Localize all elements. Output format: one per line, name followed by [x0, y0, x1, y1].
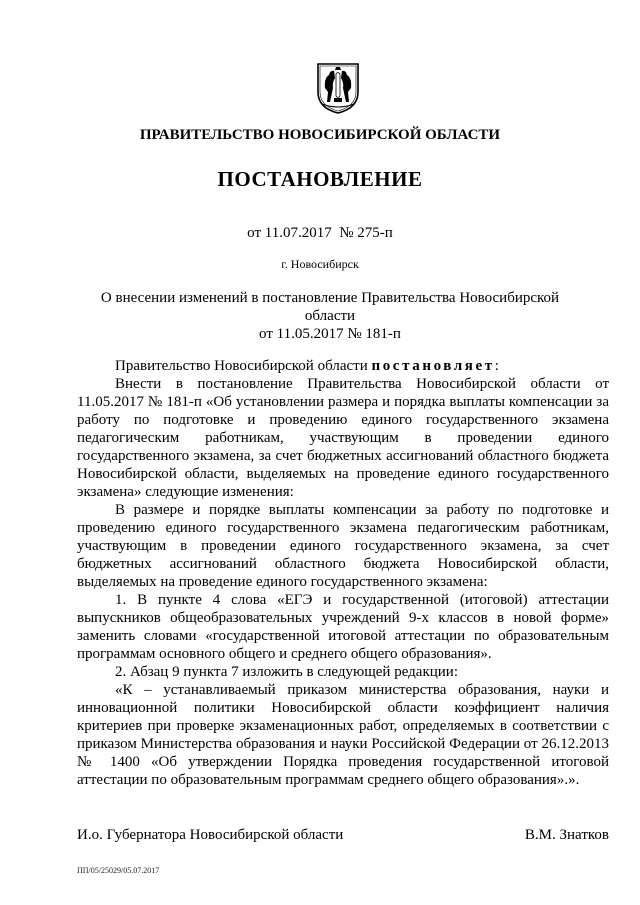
paragraph-item-1: 1. В пункте 4 слова «ЕГЭ и государственной (итоговой) аттестации выпускников общеобразовательных учреждений 9-х классов в новой форме» заменить словами «государственной итоговой аттестации по образовательным программам основного общего и среднего общего образования».	[77, 592, 609, 662]
document-date-number: от 11.07.2017 № 275-п	[247, 225, 393, 241]
signatory-name: В.М. Знатков	[524, 827, 609, 843]
subject-line-2: от 11.05.2017 № 181-п	[259, 326, 401, 342]
document-city: г. Новосибирск	[281, 257, 359, 271]
paragraph-amend: Внести в постановление Правительства Новосибирской области от 11.05.2017 № 181-п «Об установлении размера и порядка выплаты компенсации за работу по подготовке и проведению единого государственного экзамена педагогическим работникам, участвующим в проведении единого государственного экзамена, за счет бюджетных ассигнований областного бюджета Новосибирской области, выделяемых на проведение единого государственного экзамена» следующие изменения:	[77, 376, 609, 500]
intro-keyword: постановляет	[371, 358, 495, 374]
intro-prefix: Правительство Новосибирской области	[115, 358, 372, 374]
document-subject	[80, 289, 580, 343]
document-type-title: ПОСТАНОВЛЕНИЕ	[217, 167, 423, 191]
subject-line-1: О внесении изменений в постановление Правительства Новосибирской области	[100, 290, 560, 324]
coat-of-arms-icon	[316, 58, 360, 114]
signatory-position: И.о. Губернатора Новосибирской области	[77, 827, 344, 843]
emblem-graphic	[316, 58, 360, 114]
resolution-intro	[77, 357, 609, 375]
paragraph-item-2: 2. Абзац 9 пункта 7 изложить в следующей редакции:	[115, 664, 459, 680]
paragraph-quote: «К – устанавливаемый приказом министерства образования, науки и инновационной политики Новосибирской области коэффициент наличия критериев при проверке экзаменационных работ, определяемых в соответствии с приказом Министерства образования и науки Российской Федерации от 26.12.2013 № 1400 «Об утверждении Порядка проведения государственной итоговой аттестации по образовательным программам среднего общего образования».».	[77, 682, 609, 788]
intro-suffix: :	[494, 358, 499, 374]
government-name: ПРАВИТЕЛЬСТВО НОВОСИБИРСКОЙ ОБЛАСТИ	[139, 127, 501, 143]
document-registration-code: ПП/05/25029/05.07.2017	[77, 866, 160, 875]
paragraph-compensation: В размере и порядке выплаты компенсации за работу по подготовке и проведению единого государственного экзамена педагогическим работникам, участвующим в проведении единого государственного экзамена, за счет бюджетных ассигнований областного бюджета Новосибирской области, выделяемых на проведение единого государственного экзамена:	[77, 502, 609, 590]
document-body	[77, 357, 609, 789]
